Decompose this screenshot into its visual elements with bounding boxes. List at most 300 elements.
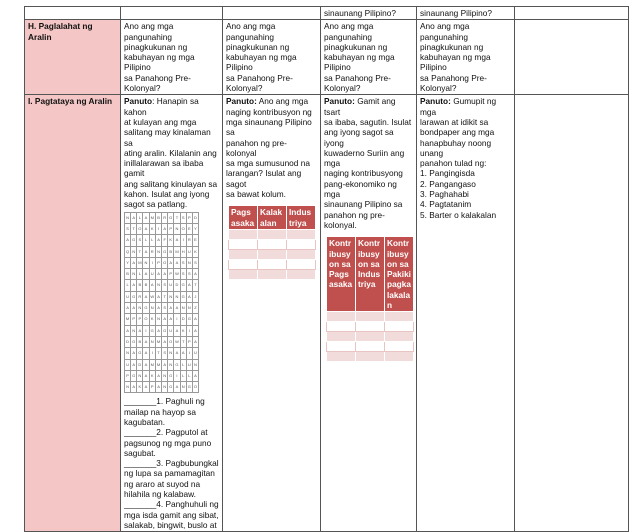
word-search-letter[interactable]: N [137,303,143,314]
cell-empty-6c [515,95,629,532]
word-search-letter[interactable]: W [149,291,155,302]
word-search-letter[interactable]: L [143,235,149,246]
word-search-letter[interactable]: A [186,280,192,291]
word-search-letter[interactable]: A [155,303,161,314]
table-row [327,342,414,352]
answer-cell[interactable] [287,249,316,259]
word-search-letter[interactable]: A [143,359,149,370]
answer-cell[interactable] [287,239,316,249]
word-search-letter[interactable]: N [155,246,161,257]
word-search-letter[interactable]: F [162,235,168,246]
instruction-text [420,96,511,168]
word-search-letter[interactable]: A [143,269,149,280]
column-header: Kontr ibusy on sa Indus triya [356,237,385,312]
word-search-letter[interactable]: M [174,246,180,257]
instruction-body: Gamit ang tsart sa ibaba, sagutin. Isulat ang iyong sagot sa iyong kuwaderno Suriin ang mga naging kontribusyong pang-ekonomiko ng mga sinaunang Pilipino sa panahon ng pre-kolonyal. [324,96,412,230]
column-header: Kontr ibusy on sa Pags asaka [327,237,356,312]
word-search-letter[interactable]: G [186,314,192,325]
word-search-letter[interactable]: A [131,280,137,291]
word-search-letter[interactable]: W [174,336,180,347]
word-search-letter[interactable]: T [174,212,180,223]
word-search-letter[interactable]: G [162,246,168,257]
table-header-row [229,206,316,230]
word-search-letter[interactable]: L [180,359,186,370]
word-search-letter[interactable]: A [131,212,137,223]
word-search-letter[interactable]: L [125,280,131,291]
livelihood-list [420,168,511,219]
word-search-letter[interactable]: G [131,370,137,381]
word-search-row [125,336,199,347]
word-search-letter[interactable]: N [180,382,186,393]
word-search-letter[interactable]: A [162,269,168,280]
economic-contribution-chart [326,236,414,362]
instruction-body: Gumupit ng mga larawan at idikit sa bondpaper ang mga hanapbuhay noong unang panahon tulad ng: [420,96,497,169]
word-search-letter[interactable]: G [143,303,149,314]
word-search-letter[interactable]: G [168,370,174,381]
word-search-letter[interactable]: T [192,280,198,291]
word-search-letter[interactable]: R [149,246,155,257]
word-search-letter[interactable]: A [143,336,149,347]
word-search-letter[interactable]: S [180,269,186,280]
answer-cell[interactable] [356,352,385,362]
word-search-row [125,269,199,280]
instruction-text [124,96,219,209]
cell-empty-6b [515,20,629,95]
word-search-letter[interactable]: K [137,382,143,393]
column-header: Indus triya [287,206,316,230]
word-search-letter[interactable]: L [186,370,192,381]
cell-empty-1 [121,7,223,20]
word-search-letter[interactable]: P [168,269,174,280]
word-search-letter[interactable]: I [149,257,155,268]
word-search-letter[interactable]: K [168,235,174,246]
word-search-letter[interactable]: I [186,325,192,336]
word-search-letter[interactable]: S [180,257,186,268]
word-search-letter[interactable]: N [162,370,168,381]
word-search-letter[interactable]: N [125,212,131,223]
word-search-letter[interactable]: U [168,280,174,291]
word-search-letter[interactable]: N [155,280,161,291]
word-search-letter[interactable]: N [125,348,131,359]
instruction-body: : Hanapin sa kahon at kulayan ang mga salitang may kinalaman sa ating aralin. Kilalanin ang inillalarawan sa ibaba gamit ang salitang kinulayan sa kahon. Isulat ang iyong sagot sa patlang. [124,96,218,210]
word-search-letter[interactable]: K [149,223,155,234]
cell-empty-6 [515,7,629,20]
word-search-letter[interactable]: W [174,269,180,280]
table-row [327,322,414,332]
word-search-letter[interactable]: S [162,348,168,359]
generalization-cell-3: Ano ang mga pangunahing pinagkukunan ng kabuhayan ng mga Pilipino sa Panahong Pre- Kolonyal? [321,20,417,95]
word-search-row [125,359,199,370]
word-search-letter[interactable]: A [155,269,161,280]
word-search-letter[interactable]: I [143,325,149,336]
word-search-letter[interactable]: D [125,336,131,347]
word-search-letter[interactable]: Y [192,223,198,234]
column-header: Kontr ibusy on sa Pakiki pagka lakala n [385,237,414,312]
word-search-row [125,246,199,257]
answer-cell[interactable] [287,269,316,279]
livelihood-item: 4. Pagtatanim [420,199,472,210]
answer-cell[interactable] [258,229,287,239]
table-row [229,229,316,239]
word-search-letter[interactable]: J [192,291,198,302]
word-search-letter[interactable]: U [186,246,192,257]
word-search-letter[interactable]: B [168,246,174,257]
word-search-letter[interactable]: U [192,348,198,359]
word-search-letter[interactable]: N [162,382,168,393]
instruction-body: Ano ang mga naging kontribusyon ng mga sinaunang Pilipino sa panahon ng pre-kolonyal sa mga sumusunod na larangan? Isulat ang sagot sa bawat kolum. [226,96,312,200]
cell-question-col4: sinaunang Pilipino? [321,7,417,20]
word-search-letter[interactable]: K [149,370,155,381]
word-search-letter[interactable]: O [143,314,149,325]
word-search-letter[interactable]: A [131,303,137,314]
word-search-row [125,280,199,291]
word-search-letter[interactable]: N [137,370,143,381]
answer-cell[interactable] [229,239,258,249]
word-search-letter[interactable]: S [186,269,192,280]
answer-cell[interactable] [356,322,385,332]
answer-cell[interactable] [258,239,287,249]
instruction-text [324,96,413,230]
word-search-letter[interactable]: B [125,269,131,280]
word-search-letter[interactable]: P [125,370,131,381]
fill-in-item: _______2. Pagputol at pagsunog ng mga puno sagubat. [124,427,212,458]
word-search-letter[interactable]: O [168,336,174,347]
assessment-cell-wordsearch [121,95,223,532]
word-search-letter[interactable]: A [192,314,198,325]
answer-cell[interactable] [327,322,356,332]
word-search-letter[interactable]: A [143,370,149,381]
instruction-text [226,96,317,199]
word-search-letter[interactable]: R [137,291,143,302]
word-search-letter[interactable]: A [125,235,131,246]
word-search-row [125,325,199,336]
word-search-letter[interactable]: A [192,336,198,347]
livelihood-item: 3. Paghahabi [420,189,469,200]
word-search-letter[interactable]: N [186,303,192,314]
word-search-letter[interactable]: Q [125,246,131,257]
answer-cell[interactable] [385,332,414,342]
word-search-letter[interactable]: P [149,382,155,393]
word-search-letter[interactable]: A [125,325,131,336]
word-search-letter[interactable]: U [125,359,131,370]
word-search-row [125,303,199,314]
word-search-letter[interactable]: P [155,257,161,268]
word-search-letter[interactable]: L [149,235,155,246]
word-search-letter[interactable]: G [186,382,192,393]
answer-cell[interactable] [229,249,258,259]
word-search-row [125,223,199,234]
word-search-letter[interactable]: A [155,291,161,302]
word-search-row [125,348,199,359]
word-search-letter[interactable]: M [125,314,131,325]
table-row [327,312,414,322]
word-search-letter[interactable]: A [155,235,161,246]
word-search-letter[interactable]: A [131,348,137,359]
answer-cell[interactable] [327,342,356,352]
instruction-lead: Panuto: [420,96,451,107]
word-search-letter[interactable]: A [162,336,168,347]
fill-in-item: _______1. Paghuli ng mailap na hayop sa kagubatan. [124,396,205,427]
word-search-letter[interactable]: M [149,212,155,223]
row-label-paglalahat: H. Paglalahat ng Aralin [25,20,121,95]
word-search-letter[interactable]: A [174,348,180,359]
answer-cell[interactable] [229,269,258,279]
word-search-letter[interactable]: T [137,246,143,257]
table-row [327,332,414,342]
word-search-letter[interactable]: N [174,291,180,302]
answer-cell[interactable] [356,332,385,342]
generalization-cell-2: Ano ang mga pangunahing pinagkukunan ng kabuhayan ng mga Pilipino sa Panahong Pre- Kolonyal? [223,20,321,95]
word-search-letter[interactable]: N [149,303,155,314]
word-search-row [125,212,199,223]
answer-cell[interactable] [327,332,356,342]
word-search-letter[interactable]: S [125,223,131,234]
row-pagtataya [25,95,629,532]
word-search-letter[interactable]: A [143,246,149,257]
word-search-letter[interactable]: P [168,223,174,234]
word-search-letter[interactable]: G [180,291,186,302]
word-search-letter[interactable]: S [162,303,168,314]
table-row [229,239,316,249]
word-search-letter[interactable]: G [149,325,155,336]
word-search-letter[interactable]: A [155,382,161,393]
word-search-letter[interactable]: R [186,235,192,246]
answer-cell[interactable] [356,342,385,352]
word-search-letter[interactable]: N [125,382,131,393]
word-search-letter[interactable]: A [174,382,180,393]
word-search-letter[interactable]: T [155,348,161,359]
answer-cell[interactable] [327,312,356,322]
word-search-letter[interactable]: B [137,280,143,291]
word-search-letter[interactable]: G [131,291,137,302]
word-search-letter[interactable]: A [125,303,131,314]
column-header: Pags asaka [229,206,258,230]
word-search-letter[interactable]: N [155,314,161,325]
word-search-row [125,257,199,268]
word-search-letter[interactable]: A [143,291,149,302]
word-search-letter[interactable]: M [155,359,161,370]
label-cell-empty [25,7,121,20]
word-search-letter[interactable]: K [180,325,186,336]
word-search-letter[interactable]: O [192,382,198,393]
assessment-cell-activity [417,95,515,532]
word-search-letter[interactable]: N [143,257,149,268]
fill-in-items [124,396,219,530]
livelihood-item: 2. Pangangaso [420,178,476,189]
word-search-letter[interactable]: S [137,235,143,246]
word-search-letter[interactable]: A [186,291,192,302]
word-search-letter[interactable]: G [174,359,180,370]
word-search-letter[interactable]: H [180,246,186,257]
row-label-pagtataya: I. Pagtataya ng Aralin [25,95,121,532]
table-row [229,249,316,259]
word-search-letter[interactable]: I [174,370,180,381]
word-search-letter[interactable]: L [180,370,186,381]
word-search-letter[interactable]: A [162,223,168,234]
answer-cell[interactable] [385,342,414,352]
instruction-lead: Panuto [124,96,153,107]
word-search-letter[interactable]: N [131,325,137,336]
answer-cell[interactable] [229,229,258,239]
word-search-grid [124,212,199,394]
word-search-letter[interactable]: D [174,280,180,291]
answer-cell[interactable] [258,269,287,279]
word-search-letter[interactable]: P [186,336,192,347]
word-search-letter[interactable]: O [137,223,143,234]
word-search-letter[interactable]: I [174,314,180,325]
lesson-plan-table [24,6,629,532]
word-search-letter[interactable]: I [155,223,161,234]
livelihood-item: 1. Pangingisda [420,168,475,179]
word-search-row [125,291,199,302]
word-search-letter[interactable]: R [162,212,168,223]
word-search-letter[interactable]: K [149,314,155,325]
word-search-letter[interactable]: A [131,382,137,393]
word-search-letter[interactable]: T [180,336,186,347]
word-search-letter[interactable]: G [168,382,174,393]
word-search-letter[interactable]: U [149,269,155,280]
word-search-letter[interactable]: L [137,212,143,223]
word-search-letter[interactable]: I [149,348,155,359]
word-search-letter[interactable]: G [131,235,137,246]
answer-cell[interactable] [287,259,316,269]
word-search-letter[interactable]: N [131,246,137,257]
word-search-letter[interactable]: G [137,348,143,359]
word-search-letter[interactable]: S [162,280,168,291]
word-search-letter[interactable]: U [186,359,192,370]
word-search-letter[interactable]: S [192,257,198,268]
answer-cell[interactable] [385,322,414,332]
word-search-letter[interactable]: N [192,359,198,370]
word-search-row [125,235,199,246]
table-row [229,259,316,269]
word-search-letter[interactable]: G [180,280,186,291]
word-search-letter[interactable]: A [174,235,180,246]
word-search-letter[interactable]: G [131,336,137,347]
word-search-row [125,382,199,393]
word-search-letter[interactable]: A [168,303,174,314]
word-search-letter[interactable]: A [162,314,168,325]
word-search-letter[interactable]: M [149,359,155,370]
word-search-letter[interactable]: E [192,235,198,246]
word-search-letter[interactable]: I [180,235,186,246]
word-search-letter[interactable]: A [192,370,198,381]
word-search-letter[interactable]: L [137,269,143,280]
word-search-letter[interactable]: I [186,348,192,359]
word-search-letter[interactable]: A [174,257,180,268]
word-search-letter[interactable]: M [155,336,161,347]
answer-cell[interactable] [327,352,356,362]
answer-cell[interactable] [385,312,414,322]
word-search-letter[interactable]: P [131,314,137,325]
word-search-letter[interactable]: B [143,280,149,291]
word-search-letter[interactable]: A [149,280,155,291]
word-search-letter[interactable]: N [131,269,137,280]
word-search-letter[interactable]: U [125,291,131,302]
word-search-letter[interactable]: D [137,359,143,370]
word-search-letter[interactable]: Z [192,303,198,314]
word-search-letter[interactable]: N [186,257,192,268]
word-search-letter[interactable]: G [168,212,174,223]
word-search-letter[interactable]: E [186,223,192,234]
word-search-letter[interactable]: N [149,336,155,347]
livelihood-item: 5. Barter o kalakalan [420,209,497,220]
word-search-letter[interactable]: A [180,348,186,359]
word-search-letter[interactable]: A [155,325,161,336]
word-search-row [125,314,199,325]
word-search-letter[interactable]: A [131,257,137,268]
word-search-letter[interactable]: A [143,348,149,359]
word-search-letter[interactable]: B [155,212,161,223]
answer-cell[interactable] [258,249,287,259]
word-search-letter[interactable]: P [186,212,192,223]
word-search-letter[interactable]: A [192,325,198,336]
word-search-row [125,370,199,381]
word-search-letter[interactable]: A [162,359,168,370]
word-search-letter[interactable]: N [168,348,174,359]
word-search-letter[interactable]: A [174,303,180,314]
contribution-table [228,205,316,280]
word-search-letter[interactable]: O [162,257,168,268]
word-search-letter[interactable]: A [137,325,143,336]
answer-cell[interactable] [385,352,414,362]
fill-in-item: _______4. Panghuhuli ng mga isda gamit ang sibat, salakab, bingwit, buslo at [124,499,219,530]
word-search-letter[interactable]: N [168,359,174,370]
table-row [229,269,316,279]
word-search-letter[interactable]: A [155,370,161,381]
word-search-letter[interactable]: A [131,359,137,370]
word-search-letter[interactable]: T [162,291,168,302]
instruction-lead: Panuto: [324,96,355,107]
row-continuation [25,7,629,20]
answer-cell[interactable] [356,312,385,322]
word-search-letter[interactable]: Y [125,257,131,268]
word-search-letter[interactable]: N [180,303,186,314]
word-search-letter[interactable]: M [137,257,143,268]
word-search-letter[interactable]: A [192,269,198,280]
instruction-lead: Panuto: [226,96,257,107]
word-search-letter[interactable]: D [180,314,186,325]
word-search-letter[interactable]: N [174,223,180,234]
answer-cell[interactable] [258,259,287,269]
answer-cell[interactable] [287,229,316,239]
word-search-letter[interactable]: U [168,325,174,336]
word-search-letter[interactable]: A [168,314,174,325]
cell-question-col5: sinaunang Pilipino? [417,7,515,20]
word-search-letter[interactable]: S [180,212,186,223]
answer-cell[interactable] [229,259,258,269]
word-search-letter[interactable]: K [192,246,198,257]
word-search-letter[interactable]: A [143,382,149,393]
generalization-cell-1: Ano ang mga pangunahing pinagkukunan ng kabuhayan ng mga Pilipino sa Panahong Pre- Kolonyal? [121,20,223,95]
word-search-letter[interactable]: A [168,257,174,268]
assessment-cell-contributions [223,95,321,532]
table-header-row [327,237,414,312]
word-search-letter[interactable]: T [131,223,137,234]
word-search-letter[interactable]: G [162,325,168,336]
row-paglalahat [25,20,629,95]
word-search-letter[interactable]: D [192,212,198,223]
word-search-letter[interactable]: A [143,223,149,234]
word-search-letter[interactable]: A [143,212,149,223]
word-search-letter[interactable]: A [174,325,180,336]
word-search-letter[interactable]: N [168,291,174,302]
table-row [327,352,414,362]
word-search-letter[interactable]: P [137,314,143,325]
fill-in-item: _______3. Pagbubungkal ng lupa sa pamamagitan ng araro at suyod na hilahila ng kalabaw. [124,458,219,500]
word-search-letter[interactable]: O [180,223,186,234]
word-search-letter[interactable]: B [137,336,143,347]
